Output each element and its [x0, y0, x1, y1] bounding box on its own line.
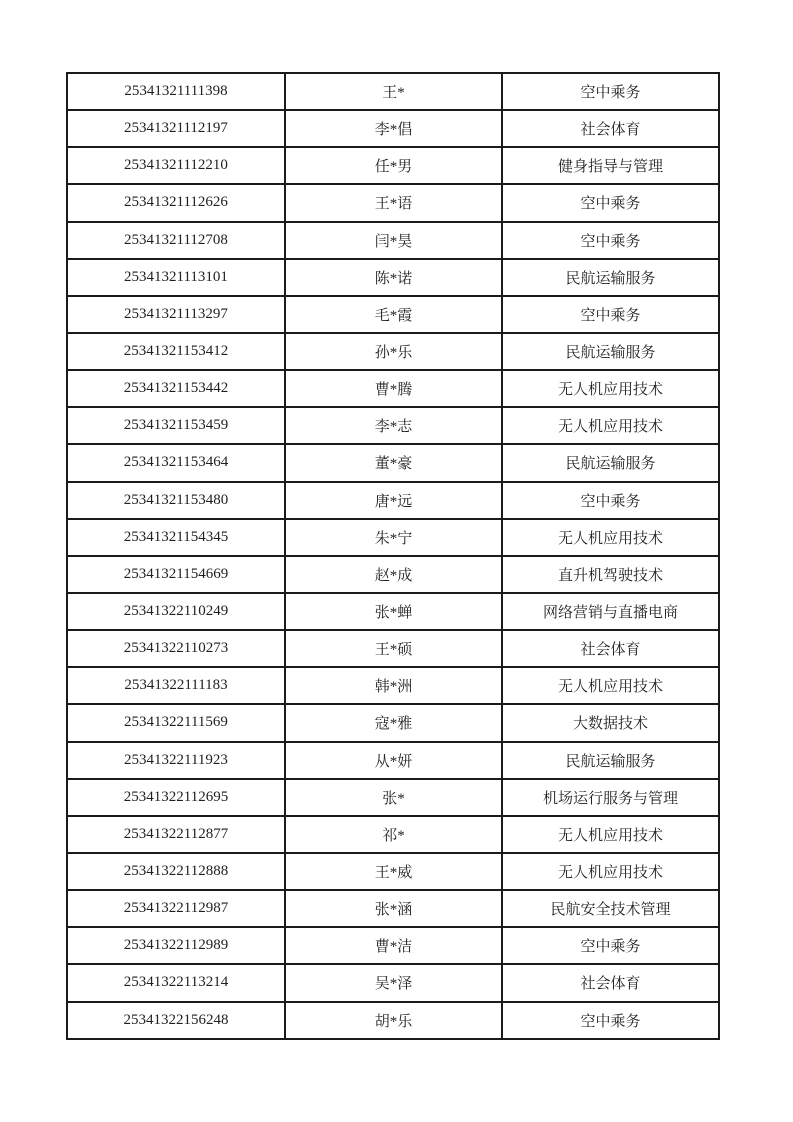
cell-exam-number: 25341322112877	[67, 816, 285, 853]
cell-name: 李*志	[285, 407, 502, 444]
cell-major: 民航安全技术管理	[502, 890, 719, 927]
cell-name: 李*倡	[285, 110, 502, 147]
cell-exam-number: 25341321153459	[67, 407, 285, 444]
cell-name: 王*硕	[285, 630, 502, 667]
table-row	[67, 184, 719, 221]
cell-major: 无人机应用技术	[502, 519, 719, 556]
cell-major: 大数据技术	[502, 704, 719, 741]
table-row	[67, 259, 719, 296]
cell-major: 民航运输服务	[502, 259, 719, 296]
table-row	[67, 407, 719, 444]
cell-exam-number: 25341321112708	[67, 222, 285, 259]
table-row	[67, 853, 719, 890]
cell-name: 寇*雅	[285, 704, 502, 741]
cell-exam-number: 25341322111569	[67, 704, 285, 741]
cell-name: 毛*霞	[285, 296, 502, 333]
table-row	[67, 779, 719, 816]
cell-major: 空中乘务	[502, 482, 719, 519]
table-row	[67, 890, 719, 927]
cell-name: 陈*诺	[285, 259, 502, 296]
table-row	[67, 296, 719, 333]
cell-major: 社会体育	[502, 630, 719, 667]
cell-name: 张*涵	[285, 890, 502, 927]
cell-name: 王*	[285, 73, 502, 110]
cell-name: 祁*	[285, 816, 502, 853]
cell-name: 唐*远	[285, 482, 502, 519]
cell-exam-number: 25341321112210	[67, 147, 285, 184]
cell-major: 空中乘务	[502, 1002, 719, 1039]
cell-name: 从*妍	[285, 742, 502, 779]
cell-major: 空中乘务	[502, 296, 719, 333]
cell-name: 张*	[285, 779, 502, 816]
cell-exam-number: 25341321113297	[67, 296, 285, 333]
cell-exam-number: 25341321153464	[67, 444, 285, 481]
cell-exam-number: 25341322156248	[67, 1002, 285, 1039]
admissions-table	[66, 72, 720, 1040]
cell-major: 无人机应用技术	[502, 407, 719, 444]
table-row	[67, 630, 719, 667]
table-row	[67, 222, 719, 259]
cell-exam-number: 25341321153412	[67, 333, 285, 370]
cell-name: 胡*乐	[285, 1002, 502, 1039]
cell-name: 闫*昊	[285, 222, 502, 259]
cell-name: 韩*洲	[285, 667, 502, 704]
table-row	[67, 73, 719, 110]
cell-exam-number: 25341322111183	[67, 667, 285, 704]
cell-exam-number: 25341321112197	[67, 110, 285, 147]
cell-major: 无人机应用技术	[502, 853, 719, 890]
cell-major: 空中乘务	[502, 184, 719, 221]
cell-exam-number: 25341321154669	[67, 556, 285, 593]
cell-major: 民航运输服务	[502, 333, 719, 370]
cell-major: 社会体育	[502, 964, 719, 1001]
cell-exam-number: 25341321113101	[67, 259, 285, 296]
table-row	[67, 816, 719, 853]
table-row	[67, 927, 719, 964]
table-row	[67, 110, 719, 147]
cell-exam-number: 25341322112987	[67, 890, 285, 927]
cell-exam-number: 25341321154345	[67, 519, 285, 556]
cell-name: 赵*成	[285, 556, 502, 593]
cell-major: 空中乘务	[502, 73, 719, 110]
table-body	[67, 73, 719, 1039]
cell-major: 网络营销与直播电商	[502, 593, 719, 630]
cell-exam-number: 25341321153442	[67, 370, 285, 407]
table-row	[67, 444, 719, 481]
table-row	[67, 482, 719, 519]
cell-name: 王*威	[285, 853, 502, 890]
cell-major: 空中乘务	[502, 222, 719, 259]
cell-exam-number: 25341322112888	[67, 853, 285, 890]
cell-major: 健身指导与管理	[502, 147, 719, 184]
cell-name: 任*男	[285, 147, 502, 184]
table-row	[67, 1002, 719, 1039]
cell-major: 民航运输服务	[502, 742, 719, 779]
cell-exam-number: 25341322112989	[67, 927, 285, 964]
table-row	[67, 593, 719, 630]
table-row	[67, 333, 719, 370]
table-row	[67, 704, 719, 741]
table-row	[67, 667, 719, 704]
cell-name: 董*豪	[285, 444, 502, 481]
cell-exam-number: 25341321112626	[67, 184, 285, 221]
cell-exam-number: 25341322110273	[67, 630, 285, 667]
cell-major: 机场运行服务与管理	[502, 779, 719, 816]
cell-exam-number: 25341322110249	[67, 593, 285, 630]
table-row	[67, 964, 719, 1001]
cell-exam-number: 25341321111398	[67, 73, 285, 110]
table-row	[67, 742, 719, 779]
cell-exam-number: 25341321153480	[67, 482, 285, 519]
cell-major: 无人机应用技术	[502, 667, 719, 704]
cell-major: 民航运输服务	[502, 444, 719, 481]
table-row	[67, 370, 719, 407]
cell-name: 王*语	[285, 184, 502, 221]
table-row	[67, 519, 719, 556]
cell-name: 曹*洁	[285, 927, 502, 964]
cell-exam-number: 25341322112695	[67, 779, 285, 816]
cell-name: 朱*宁	[285, 519, 502, 556]
cell-name: 孙*乐	[285, 333, 502, 370]
table-row	[67, 556, 719, 593]
cell-major: 空中乘务	[502, 927, 719, 964]
cell-major: 社会体育	[502, 110, 719, 147]
cell-major: 直升机驾驶技术	[502, 556, 719, 593]
cell-name: 曹*腾	[285, 370, 502, 407]
cell-major: 无人机应用技术	[502, 370, 719, 407]
cell-name: 吴*泽	[285, 964, 502, 1001]
cell-major: 无人机应用技术	[502, 816, 719, 853]
cell-exam-number: 25341322113214	[67, 964, 285, 1001]
table-row	[67, 147, 719, 184]
cell-exam-number: 25341322111923	[67, 742, 285, 779]
cell-name: 张*蝉	[285, 593, 502, 630]
